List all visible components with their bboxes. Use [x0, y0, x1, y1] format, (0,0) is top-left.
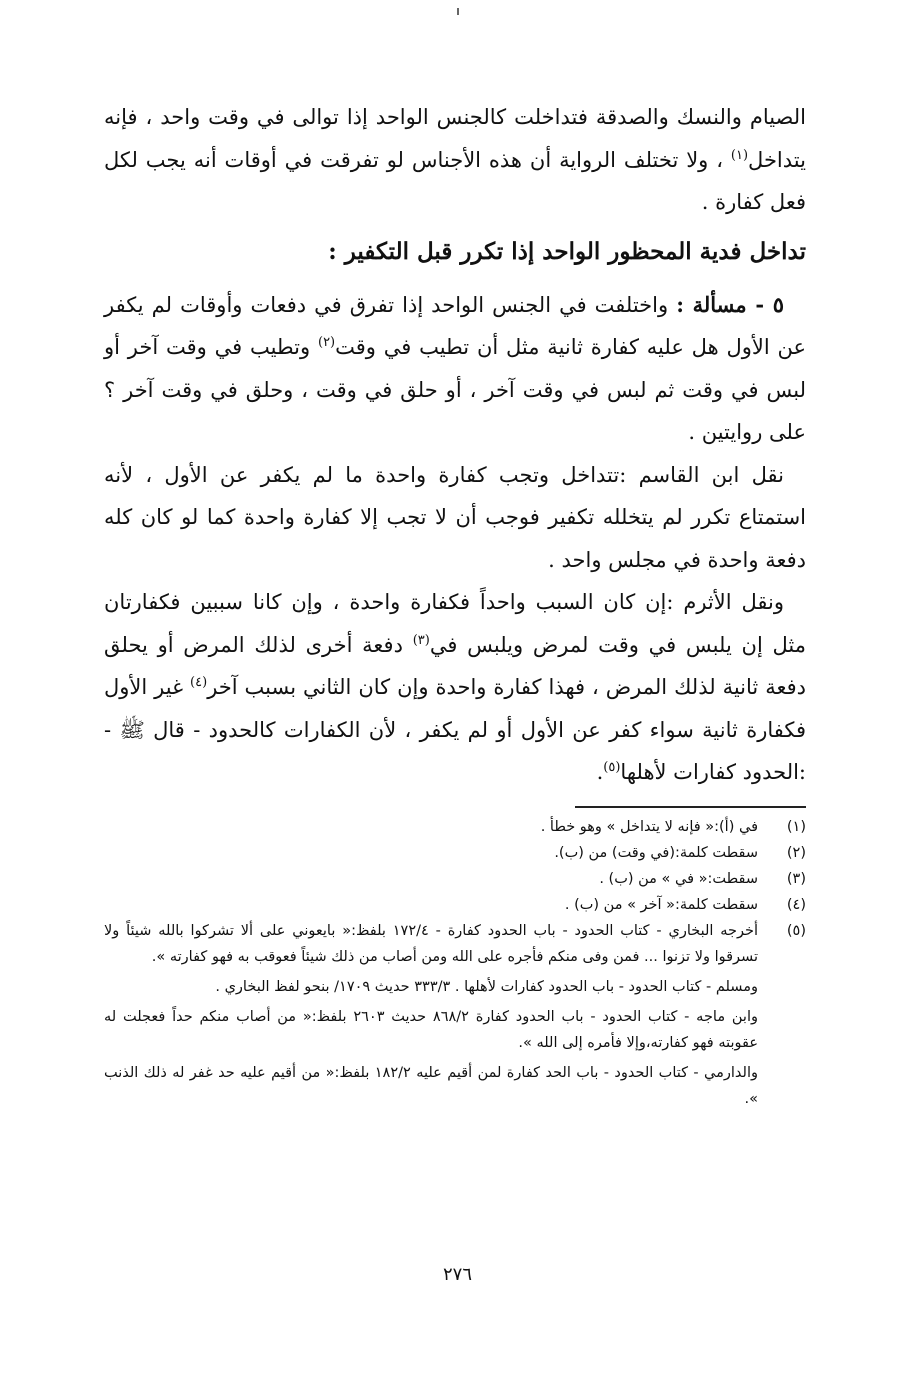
- footnote-ref-2[interactable]: (٢): [317, 335, 336, 350]
- paragraph-athram: ونقل الأثرم :إن كان السبب واحداً فكفارة واحدة ، وإن كانا سببين فكفارتان مثل إن يلبس في وقت لمرض ويلبس في$^{(٣)}$ دفعة أخرى لذلك المرض أو يحلق دفعة ثانية لذلك المرض ، فهذا كفارة واحدة وإن كان الثاني بسبب آخر$^{(٤)}$ غير الأول فكفارة ثانية سواء كفر عن الأول أو لم يكفر ، لأن الكفارات كالحدود - قال ﷺ - :الحدود كفارات لأهلها$^{(٥)}$.: [104, 590, 806, 784]
- paragraph-issue-5: ٥ - مسألة : واختلفت في الجنس الواحد إذا تفرق في دفعات وأوقات لم يكفر عن الأول هل عليه كفارة ثانية مثل أن تطيب في وقت$^{(٢)}$ وتطيب في وقت آخر أو لبس في وقت ثم لبس في وقت آخر ، أو حلق في وقت ، وحلق في وقت آخر ؟ على روايتين .: [104, 291, 807, 444]
- footnote-5-ibn-majah: وابن ماجه - كتاب الحدود - باب الحدود كفارة ٨٦٨/٢ حديث ٢٦٠٣ بلفظ:« من أصاب منكم حداً فعجلت له عقوبته فهو كفارته،وإلا فأمره إلى الله ».: [104, 1009, 758, 1051]
- footnotes: [104, 814, 806, 1112]
- footnote-ref-1[interactable]: (١): [730, 147, 749, 163]
- footnote-3: (٣) سقطت:« في » من (ب) .: [599, 871, 806, 887]
- scan-speck: [457, 8, 459, 15]
- section-heading: تداخل فدية المحظور الواحد إذا تكرر قبل التكفير :: [328, 237, 806, 265]
- footnote-5: (٥) أخرجه البخاري - كتاب الحدود - باب الحدود كفارة - ١٧٢/٤ بلفظ:« بايعوني على ألا تشركوا بالله شيئاً ولا تسرقوا ولا تزنوا ... فمن وفى منكم فأجره على الله ومن أصاب من ذلك شيئاً فعوقب به فهو كفارته ».: [104, 923, 806, 965]
- main-text: [104, 96, 806, 794]
- footnote-5-darimi: والدارمي - كتاب الحدود - باب الحد كفارة لمن أقيم عليه ١٨٢/٢ بلفظ:« من أقيم عليه حد غفر له ذلك الذنب ».: [104, 1065, 758, 1107]
- footnote-ref-3[interactable]: (٣): [412, 632, 430, 648]
- footnote-separator: [575, 806, 806, 808]
- page-number: ٢٧٦: [442, 1264, 472, 1285]
- footnote-4: (٤) سقطت كلمة:« آخر » من (ب) .: [564, 897, 806, 913]
- footnote-ref-4[interactable]: (٤): [190, 675, 208, 690]
- paragraph-ibn-qasim: نقل ابن القاسم :تتداخل وتجب كفارة واحدة ما لم يكفر عن الأول ، لأنه استمتاع تكرر لم يتخلله تكفير فوجب أن لا تجب إلا كفارة واحدة كما لو كان كله دفعة واحدة في مجلس واحد .: [104, 462, 806, 572]
- paragraph-1: الصيام والنسك والصدقة فتداخلت كالجنس الواحد إذا توالى في وقت واحد ، فإنه يتداخل$^{(١)}$ ، ولا تختلف الرواية أن هذه الأجناس لو تفرقت في أوقات أنه يجب لكل فعل كفارة .: [104, 105, 806, 214]
- footnote-5-muslim: ومسلم - كتاب الحدود - باب الحدود كفارات لأهلها . ٣٣٣/٣ حديث ١٧٠٩/ بنحو لفظ البخاري .: [215, 979, 758, 995]
- footnote-2: (٢) سقطت كلمة:(في وقت) من (ب).: [554, 845, 806, 861]
- footnote-ref-5[interactable]: (٥): [603, 760, 621, 775]
- issue-number: ٥ - مسألة :: [676, 291, 784, 317]
- footnote-1: (١) في (أ):« فإنه لا يتداخل » وهو خطأ .: [540, 819, 806, 835]
